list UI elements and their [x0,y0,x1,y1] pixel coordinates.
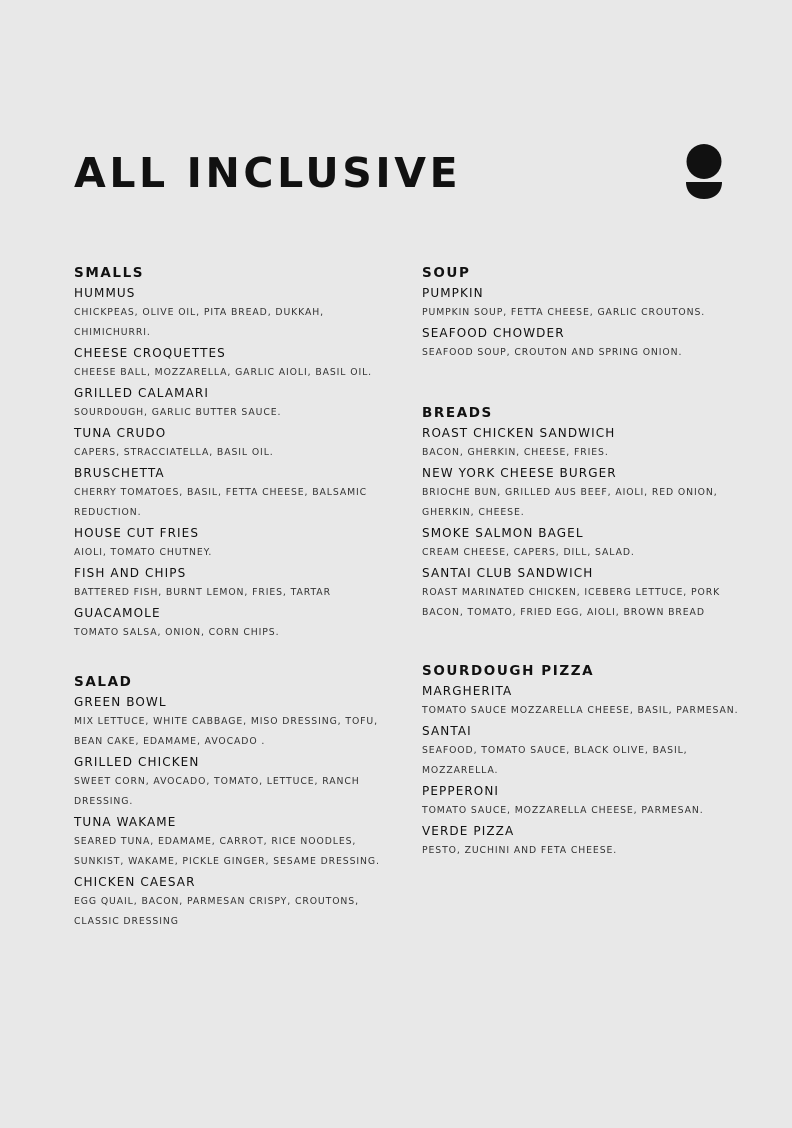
item-name: VERDE PIZZA [422,824,515,838]
item-name: ROAST CHICKEN SANDWICH [422,426,616,440]
menu-item [74,283,404,343]
section-soup [422,263,752,363]
item-description: CHEESE BALL, MOZZARELLA, GARLIC AIOLI, BASIL OIL. [74,367,373,378]
menu-item [74,812,404,872]
section-salad [74,672,404,932]
section-title: SALAD [74,674,133,690]
menu-item [422,323,752,363]
menu-item [422,721,752,781]
page-title: ALL INCLUSIVE [74,149,462,197]
menu-item [74,872,404,932]
menu-item [74,752,404,812]
item-name: TUNA WAKAME [74,815,177,829]
section-title: SOURDOUGH PIZZA [422,663,595,679]
item-description: SOURDOUGH, GARLIC BUTTER SAUCE. [74,407,282,418]
menu-item [422,681,752,721]
item-description: SWEET CORN, AVOCADO, TOMATO, LETTUCE, RANCH DRESSING. [74,776,360,807]
menu-item [422,563,752,623]
section-title: SMALLS [74,265,145,281]
item-name: CHICKEN CAESAR [74,875,196,889]
menu-item [422,423,752,463]
menu-item [422,523,752,563]
item-name: NEW YORK CHEESE BURGER [422,466,617,480]
item-description: MIX LETTUCE, WHITE CABBAGE, MISO DRESSING, TOFU, BEAN CAKE, EDAMAME, AVOCADO . [74,716,378,747]
item-description: CAPERS, STRACCIATELLA, BASIL OIL. [74,447,274,458]
item-name: GREEN BOWL [74,695,167,709]
menu-item [74,383,404,423]
item-name: PEPPERONI [422,784,500,798]
item-description: ROAST MARINATED CHICKEN, ICEBERG LETTUCE, PORK BACON, TOMATO, FRIED EGG, AIOLI, BROWN BREAD [422,587,721,618]
item-name: CHEESE CROQUETTES [74,346,226,360]
item-name: PUMPKIN [422,286,484,300]
item-name: SANTAI CLUB SANDWICH [422,566,594,580]
menu-item [422,283,752,323]
item-description: AIOLI, TOMATO CHUTNEY. [74,547,213,558]
item-name: GRILLED CALAMARI [74,386,209,400]
item-description: CREAM CHEESE, CAPERS, DILL, SALAD. [422,547,635,558]
item-description: CHERRY TOMATOES, BASIL, FETTA CHEESE, BALSAMIC REDUCTION. [74,487,368,518]
item-description: BATTERED FISH, BURNT LEMON, FRIES, TARTAR [74,587,331,598]
item-description: SEARED TUNA, EDAMAME, CARROT, RICE NOODLES, SUNKIST, WAKAME, PICKLE GINGER, SESAME DRESSING. [74,836,380,867]
section-breads [422,403,752,623]
menu-item [74,692,404,752]
menu-item [74,423,404,463]
menu-item [74,603,404,643]
section-smalls [74,263,404,643]
item-description: SEAFOOD, TOMATO SAUCE, BLACK OLIVE, BASIL, MOZZARELLA. [422,745,688,776]
item-name: GRILLED CHICKEN [74,755,200,769]
menu-item [74,463,404,523]
item-name: GUACAMOLE [74,606,161,620]
menu-item [422,821,752,861]
item-name: MARGHERITA [422,684,513,698]
item-name: SANTAI [422,724,472,738]
item-name: SEAFOOD CHOWDER [422,326,565,340]
item-description: CHICKPEAS, OLIVE OIL, PITA BREAD, DUKKAH, CHIMICHURRI. [74,307,325,338]
section-title: SOUP [422,265,471,281]
section-sourdough-pizza [422,661,752,861]
item-name: TUNA CRUDO [74,426,167,440]
item-description: PESTO, ZUCHINI AND FETA CHEESE. [422,845,618,856]
item-name: HUMMUS [74,286,136,300]
brand-logo-icon [685,144,723,200]
item-description: PUMPKIN SOUP, FETTA CHEESE, GARLIC CROUTONS. [422,307,706,318]
menu-item [74,343,404,383]
item-description: BACON, GHERKIN, CHEESE, FRIES. [422,447,609,458]
menu-item [74,563,404,603]
item-name: FISH AND CHIPS [74,566,187,580]
section-title: BREADS [422,405,493,421]
item-description: EGG QUAIL, BACON, PARMESAN CRISPY, CROUTONS, CLASSIC DRESSING [74,896,359,927]
item-name: HOUSE CUT FRIES [74,526,200,540]
item-name: BRUSCHETTA [74,466,165,480]
item-description: SEAFOOD SOUP, CROUTON AND SPRING ONION. [422,347,683,358]
menu-item [74,523,404,563]
menu-item [422,781,752,821]
item-description: BRIOCHE BUN, GRILLED AUS BEEF, AIOLI, RED ONION, GHERKIN, CHEESE. [422,487,718,518]
item-description: TOMATO SAUCE MOZZARELLA CHEESE, BASIL, PARMESAN. [422,705,739,716]
item-description: TOMATO SALSA, ONION, CORN CHIPS. [74,627,280,638]
item-name: SMOKE SALMON BAGEL [422,526,584,540]
item-description: TOMATO SAUCE, MOZZARELLA CHEESE, PARMESAN. [422,805,704,816]
menu-item [422,463,752,523]
